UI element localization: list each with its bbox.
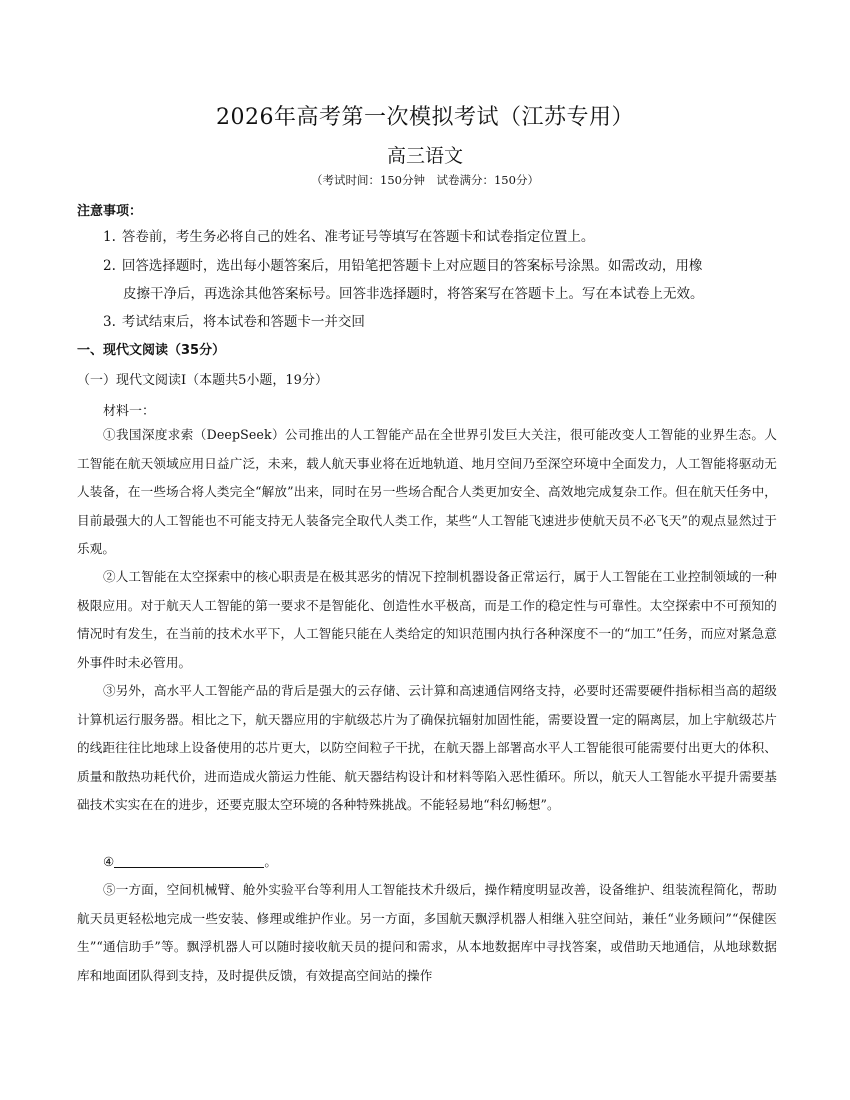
passage-paragraph: ⑤一方面，空间机械臂、舱外实验平台等利用人工智能技术升级后，操作精度明显改善，设备维护、组装流程简化，帮助航天员更轻松地完成一些安装、修理或维护作业。另一方面，多国航天飘浮机器人相继入驻空间站，兼任“业务顾问”“保健医生”“通信助手”等。飘浮机器人可以随时接收航天员的提问和需求，从本地数据库中寻找答案，或借助天地通信，从地球数据库和地面团队得到支持，及时提供反馈，有效提高空间站的操作 xyxy=(77,882,777,983)
exam-title: 2026年高考第一次模拟考试（江苏专用） xyxy=(216,105,634,130)
passage-paragraph: ③另外，高水平人工智能产品的背后是强大的云存储、云计算和高速通信网络支持，必要时还需要硬件指标相当高的超级计算机运行服务器。相比之下，航天器应用的宇航级芯片为了确保抗辐射加固性能，需要设置一定的隔离层，加上宇航级芯片的线距往往比地球上设备使用的芯片更大，以防空间粒子干扰，在航天器上部署高水平人工智能很可能需要付出更大的体积、质量和散热功耗代价，进而造成火箭运力性能、航天器结构设计和材料等陷入恶性循环。所以，航天人工智能水平提升需要基础技术实实在在的进步，还要克服太空环境的各种特殊挑战。不能轻易地“科幻畅想”。 xyxy=(77,683,777,813)
notice-item-number: 1. xyxy=(103,229,116,245)
notice-item xyxy=(103,308,783,336)
notice-item-text: 考试结束后，将本试卷和答题卡一并交回 xyxy=(121,314,365,330)
material-label: 材料一： xyxy=(103,404,156,419)
passage-paragraph-blank xyxy=(77,848,777,877)
exam-subject: 高三语文 xyxy=(386,145,463,167)
passage-paragraph: ②人工智能在太空探索中的核心职责是在极其恶劣的情况下控制机器设备正常运行，属于人工智能在工业控制领域的一种极限应用。对于航天人工智能的第一要求不是智能化、创造性水平极高，而是工作的稳定性与可靠性。太空探索中不可预知的情况时有发生，在当前的技术水平下，人工智能只能在人类给定的知识范围内执行各种深度不一的“加工”任务，而应对紧急意外事件时未必管用。 xyxy=(77,569,777,670)
notice-item xyxy=(103,223,783,251)
subsection-heading: （一）现代文阅读Ⅰ（本题共5小题，19分） xyxy=(77,373,328,388)
section-heading: 一、现代文阅读（35分） xyxy=(77,343,226,358)
exam-info: （考试时间：150分钟 试卷满分：150分） xyxy=(311,173,539,187)
paragraph-number: ④ xyxy=(103,854,115,869)
notice-item-continuation: 皮擦干净后，再选涂其他答案标号。回答非选择题时，将答案写在答题卡上。写在本试卷上无效。 xyxy=(123,286,704,302)
notice-heading: 注意事项： xyxy=(77,204,143,219)
passage-paragraph: ①我国深度求索（DeepSeek）公司推出的人工智能产品在全世界引发巨大关注，很可能改变人工智能的业界生态。人工智能在航天领域应用日益广泛，未来，载人航天事业将在近地轨道、地月空间乃至深空环境中全面发力，人工智能将驱动无人装备，在一些场合将人类完全“解放”出来，同时在另一些场合配合人类更加安全、高效地完成复杂工作。但在航天任务中，目前最强大的人工智能也不可能支持无人装备完全取代人类工作，某些“人工智能飞速进步使航天员不必飞天”的观点显然过于乐观。 xyxy=(77,427,777,557)
notice-item-number: 3. xyxy=(103,314,116,330)
notice-item-text: 答卷前，考生务必将自己的姓名、准考证号等填写在答题卡和试卷指定位置上。 xyxy=(121,229,595,245)
notice-item xyxy=(103,252,783,308)
notice-item-text: 回答选择题时，选出每小题答案后，用铅笔把答题卡上对应题目的答案标号涂黑。如需改动，用橡 xyxy=(121,258,703,274)
notice-item-number: 2. xyxy=(103,258,116,274)
fill-in-blank xyxy=(114,853,264,868)
blank-suffix: 。 xyxy=(264,854,278,869)
